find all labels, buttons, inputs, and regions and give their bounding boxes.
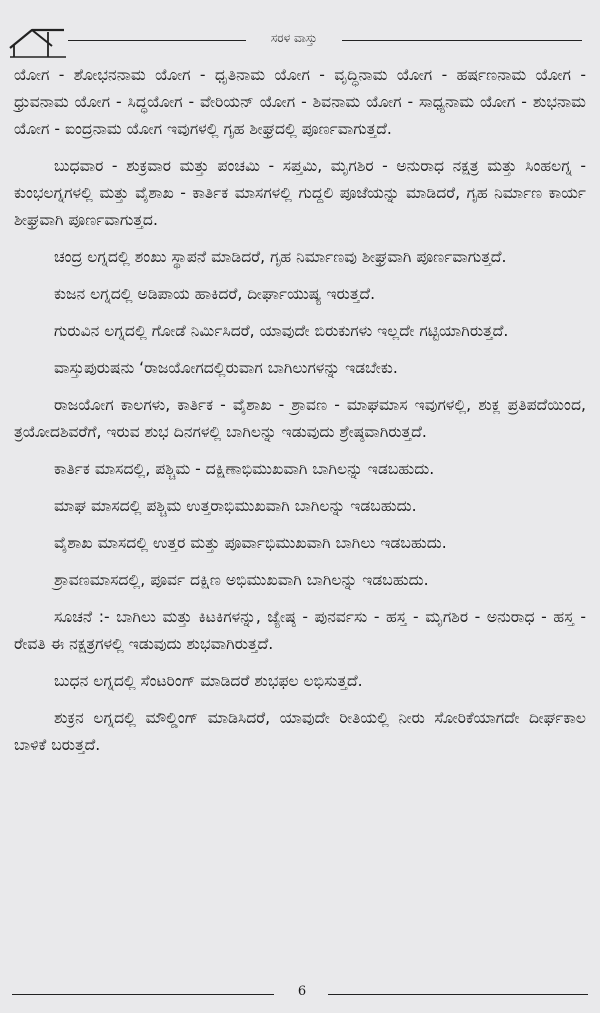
page-footer	[0, 980, 600, 1010]
paragraph-karthika: ಕಾರ್ತಿಕ ಮಾಸದಲ್ಲಿ, ಪಶ್ಚಿಮ - ದಕ್ಷಿಣಾಭಿಮುಖವಾಗಿ ಬಾಗಿಲನ್ನು ಇಡಬಹುದು.	[54, 460, 435, 478]
footer-rule-left	[12, 994, 274, 995]
paragraph-wall: ಗುರುವಿನ ಲಗ್ನದಲ್ಲಿ ಗೋಡೆ ನಿರ್ಮಿಸಿದರೆ, ಯಾವುದೇ ಬಿರುಕುಗಳು ಇಲ್ಲದೇ ಗಟ್ಟಿಯಾಗಿರುತ್ತದೆ.	[54, 322, 509, 340]
paragraph-magha: ಮಾಘ ಮಾಸದಲ್ಲಿ ಪಶ್ಚಿಮ ಉತ್ತರಾಭಿಮುಖವಾಗಿ ಬಾಗಿಲನ್ನು ಇಡಬಹುದು.	[54, 497, 417, 515]
paragraph-shanku-sthapane: ಚಂದ್ರ ಲಗ್ನದಲ್ಲಿ ಶಂಖು ಸ್ಥಾಪನೆ ಮಾಡಿದರೆ, ಗೃಹ ನಿರ್ಮಾಣವು ಶೀಘ್ರವಾಗಿ ಪೂರ್ಣವಾಗುತ್ತದೆ.	[54, 248, 507, 266]
footer-rule-right	[328, 994, 588, 995]
page-number: 6	[297, 984, 307, 999]
paragraph-yoga-list: ಯೋಗ - ಶೋಭನನಾಮ ಯೋಗ - ಧೃತಿನಾಮ ಯೋಗ - ವೃದ್ಧಿನಾಮ ಯೋಗ - ಹರ್ಷಣನಾಮ ಯೋಗ - ಧ್ರುವನಾಮ ಯೋಗ - ಸಿದ್ಧಯೋಗ - ವೇರಿಯನ್ ಯೋಗ - ಶಿವನಾಮ ಯೋಗ - ಸಾಧ್ಯನಾಮ ಯೋಗ - ಶುಭನಾಮ ಯೋಗ - ಐಂದ್ರನಾಮ ಯೋಗ ಇವುಗಳಲ್ಲಿ ಗೃಹ ಶೀಘ್ರದಲ್ಲಿ ಪೂರ್ಣವಾಗುತ್ತದೆ.	[14, 66, 586, 138]
paragraph-vaishakha: ವೈಶಾಖ ಮಾಸದಲ್ಲಿ ಉತ್ತರ ಮತ್ತು ಪೂರ್ವಾಭಿಮುಖವಾಗಿ ಬಾಗಿಲು ಇಡಬಹುದು.	[54, 534, 447, 552]
page-header	[0, 0, 600, 56]
house-roof-icon	[8, 26, 66, 58]
paragraph-moulding: ಶುಕ್ರನ ಲಗ್ನದಲ್ಲಿ ಮೌಲ್ಡಿಂಗ್ ಮಾಡಿಸಿದರೆ, ಯಾವುದೇ ರೀತಿಯಲ್ಲಿ ನೀರು ಸೋರಿಕೆಯಾಗದೇ ದೀರ್ಘಕಾಲ ಬಾಳಿಕೆ ಬರುತ್ತದೆ.	[14, 709, 586, 754]
header-rule-right	[342, 40, 582, 41]
running-title: ಸರಳ ವಾಸ್ತು	[270, 31, 318, 45]
header-rule-left	[68, 40, 246, 41]
paragraph-rajayoga-periods: ರಾಜಯೋಗ ಕಾಲಗಳು, ಕಾರ್ತಿಕ - ವೈಶಾಖ - ಶ್ರಾವಣ - ಮಾಘಮಾಸ ಇವುಗಳಲ್ಲಿ, ಶುಕ್ಲ ಪ್ರತಿಪದೆಯಿಂದ, ತ್ರಯೋದಶಿವರೆಗೆ, ಇರುವ ಶುಭ ದಿನಗಳಲ್ಲಿ ಬಾಗಿಲನ್ನು ಇಡುವುದು ಶ್ರೇಷ್ಠವಾಗಿರುತ್ತದೆ.	[14, 396, 586, 441]
paragraph-doors-rajayoga: ವಾಸ್ತುಪುರುಷನು ‘ರಾಜಯೋಗದಲ್ಲಿರುವಾಗ ಬಾಗಿಲುಗಳನ್ನು ಇಡಬೇಕು.	[54, 359, 398, 377]
paragraph-groundbreaking: ಬುಧವಾರ - ಶುಕ್ರವಾರ ಮತ್ತು ಪಂಚಮಿ - ಸಪ್ತಮಿ, ಮೃಗಶಿರ - ಅನುರಾಧ ನಕ್ಷತ್ರ ಮತ್ತು ಸಿಂಹಲಗ್ನ - ಕುಂಭಲಗ್ನಗಳಲ್ಲಿ ಮತ್ತು ವೈಶಾಖ - ಕಾರ್ತಿಕ ಮಾಸಗಳಲ್ಲಿ ಗುದ್ದಲಿ ಪೂಜೆಯನ್ನು ಮಾಡಿದರೆ, ಗೃಹ ನಿರ್ಮಾಣ ಕಾರ್ಯ ಶೀಘ್ರವಾಗಿ ಪೂರ್ಣವಾಗುತ್ತದ.	[14, 157, 586, 229]
paragraph-foundation: ಕುಜನ ಲಗ್ನದಲ್ಲಿ ಅಡಿಪಾಯ ಹಾಕಿದರೆ, ದೀರ್ಘಾಯುಷ್ಯ ಇರುತ್ತದೆ.	[54, 285, 376, 303]
paragraph-centering: ಬುಧನ ಲಗ್ನದಲ್ಲಿ ಸೆಂಟರಿಂಗ್ ಮಾಡಿದರೆ ಶುಭಫಲ ಲಭಿಸುತ್ತದೆ.	[54, 672, 363, 690]
body-text	[14, 62, 586, 769]
paragraph-note: ಸೂಚನೆ :- ಬಾಗಿಲು ಮತ್ತು ಕಿಟಕಿಗಳನ್ನು, ಜ್ಯೇಷ್ಠ - ಪುನರ್ವಸು - ಹಸ್ತ - ಮೃಗಶಿರ - ಅನುರಾಧ - ಹಸ್ತ - ರೇವತಿ ಈ ನಕ್ಷತ್ರಗಳಲ್ಲಿ ಇಡುವುದು ಶುಭವಾಗಿರುತ್ತದೆ.	[14, 608, 586, 653]
paragraph-shravana: ಶ್ರಾವಣಮಾಸದಲ್ಲಿ, ಪೂರ್ವ ದಕ್ಷಿಣ ಅಭಿಮುಖವಾಗಿ ಬಾಗಿಲನ್ನು ಇಡಬಹುದು.	[54, 571, 429, 589]
